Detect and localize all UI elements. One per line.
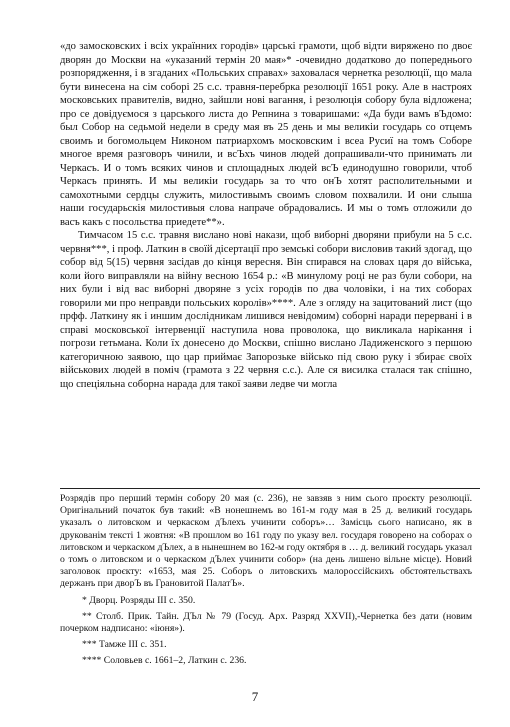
page-number: 7 (251, 689, 259, 704)
paragraph: «до замосковских і всіх українних городів» царські грамоти, щоб відти виряжено по двоє дворян до Москви на «указаний термін 20 мая»* -очевидно додатково до попереднього розпорядження, і в згаданих «Польських справах» заховалася чернетка резолюції, що мала бути винесена на сім соборі 25 с.с. травня-перебрка резолюції 1651 року. Але в настроях московських правителів, видно, зайшли нові вагання, і резолюція собору була відложена; про се довідуємося з царського листа до Репнина з товаришами: «Да буди вамъ вЪдомо: был Собор на седьмой недели в среду мая въ 25 день и мы великіи государь со отцемъ своимъ и богомольцем Никоном патриархомъ московским і всеа Русиї на томъ Соборе многое время разговоръ чинили, и всЪхъ чинов людей допрашивали-что принимать ли Черкасъ. И о томъ всяких чинов и сплощадных людей всЪ единодушно говорили, чтоб Черкасъ принять. И мы великіи государь за то что онЪ хотят располительными и самохотными сердцы служить, милостивымъ своимъ словом похвалили. И они слыша наши государьскія милостивыя слова напраче обрадовались. И мы о томъ отложили до васъ какъ с посольства приедете**». (60, 41, 472, 228)
footnotes-section (60, 488, 472, 672)
paragraph: Тимчасом 15 с.с. травня вислано нові накази, щоб виборні дворяни прибули на 5 с.с. червня***, і проф. Латкин в своїй дісертації про земські собори висловив такий здогад, що собор від 5(15) червня засідав до кінця вересня. Він спирався на словах царя до війська, коли його виправляли на війну весною 1654 р.: «В минулому році не раз були собори, на них були і від вас виборні дворяне з усіх городів по два чоловіки, і на тих соборах говорили ми про неправди польських королів»****. Але з огляду на зацитований лист (що прфф. Латкину як і иншим дослідникам лишився невідомим) соборні наради перервані і в справі московської інтервенції наступила нова проволока, що викликала нарікання і погрози гетьмана. Коли їх донесено до Москви, спішно вислано Ладиженского з першою категоричною заявою, що цар приймає Запорозьке військо під свою руку і збирає своїх військових людей в поміч (грамота з 22 червня с.с.). Але ся висилка сталася так спішно, що спеціяльна соборна нарада для такої заяви ледве чи могла (60, 230, 472, 390)
footnote: * Дворц. Розряды III с. 350. (82, 594, 196, 606)
footnote-divider (60, 488, 480, 489)
main-text (60, 40, 472, 391)
footnote-continuation: Розрядів про перший термін собору 20 мая (с. 236), не завзяв з ним сього проєкту резолюції. Оригінальний початок був такий: «В нонешнемъ во 161-м году мая в 25 д. великий государь указалъ о литовском и черкаском дЪлехъ учинити соборъ»… Замісць сього написано, як в друкованім тексті 1 жовтня: «В прошлом во 161 году по указу вел. государя говорено на соборах о литовском и черкаском дЪлех, а в нынешнем во 162-м году октября в … д. великий государь указал о томъ о литовском и о черкаском дЪлех учинити собор» (на день лишено вільне місце). Новий заголовок проєкту: «1653, мая 25. Соборъ о литовскихъ малороссійскихъ обстоятельствахъ держанъ при дворЪ въ Грановитой ПалатЪ». (60, 493, 472, 590)
footnote: *** Тамже III с. 351. (82, 639, 167, 651)
footnote: ** Столб. Прик. Тайн. ДЪл № 79 (Госуд. Арх. Разряд XXVII),-Чернетка без дати (новим почерком надписано: «іюня»). (60, 610, 472, 635)
footnote: **** Соловьев с. 1661–2, Латкин с. 236. (82, 655, 247, 667)
